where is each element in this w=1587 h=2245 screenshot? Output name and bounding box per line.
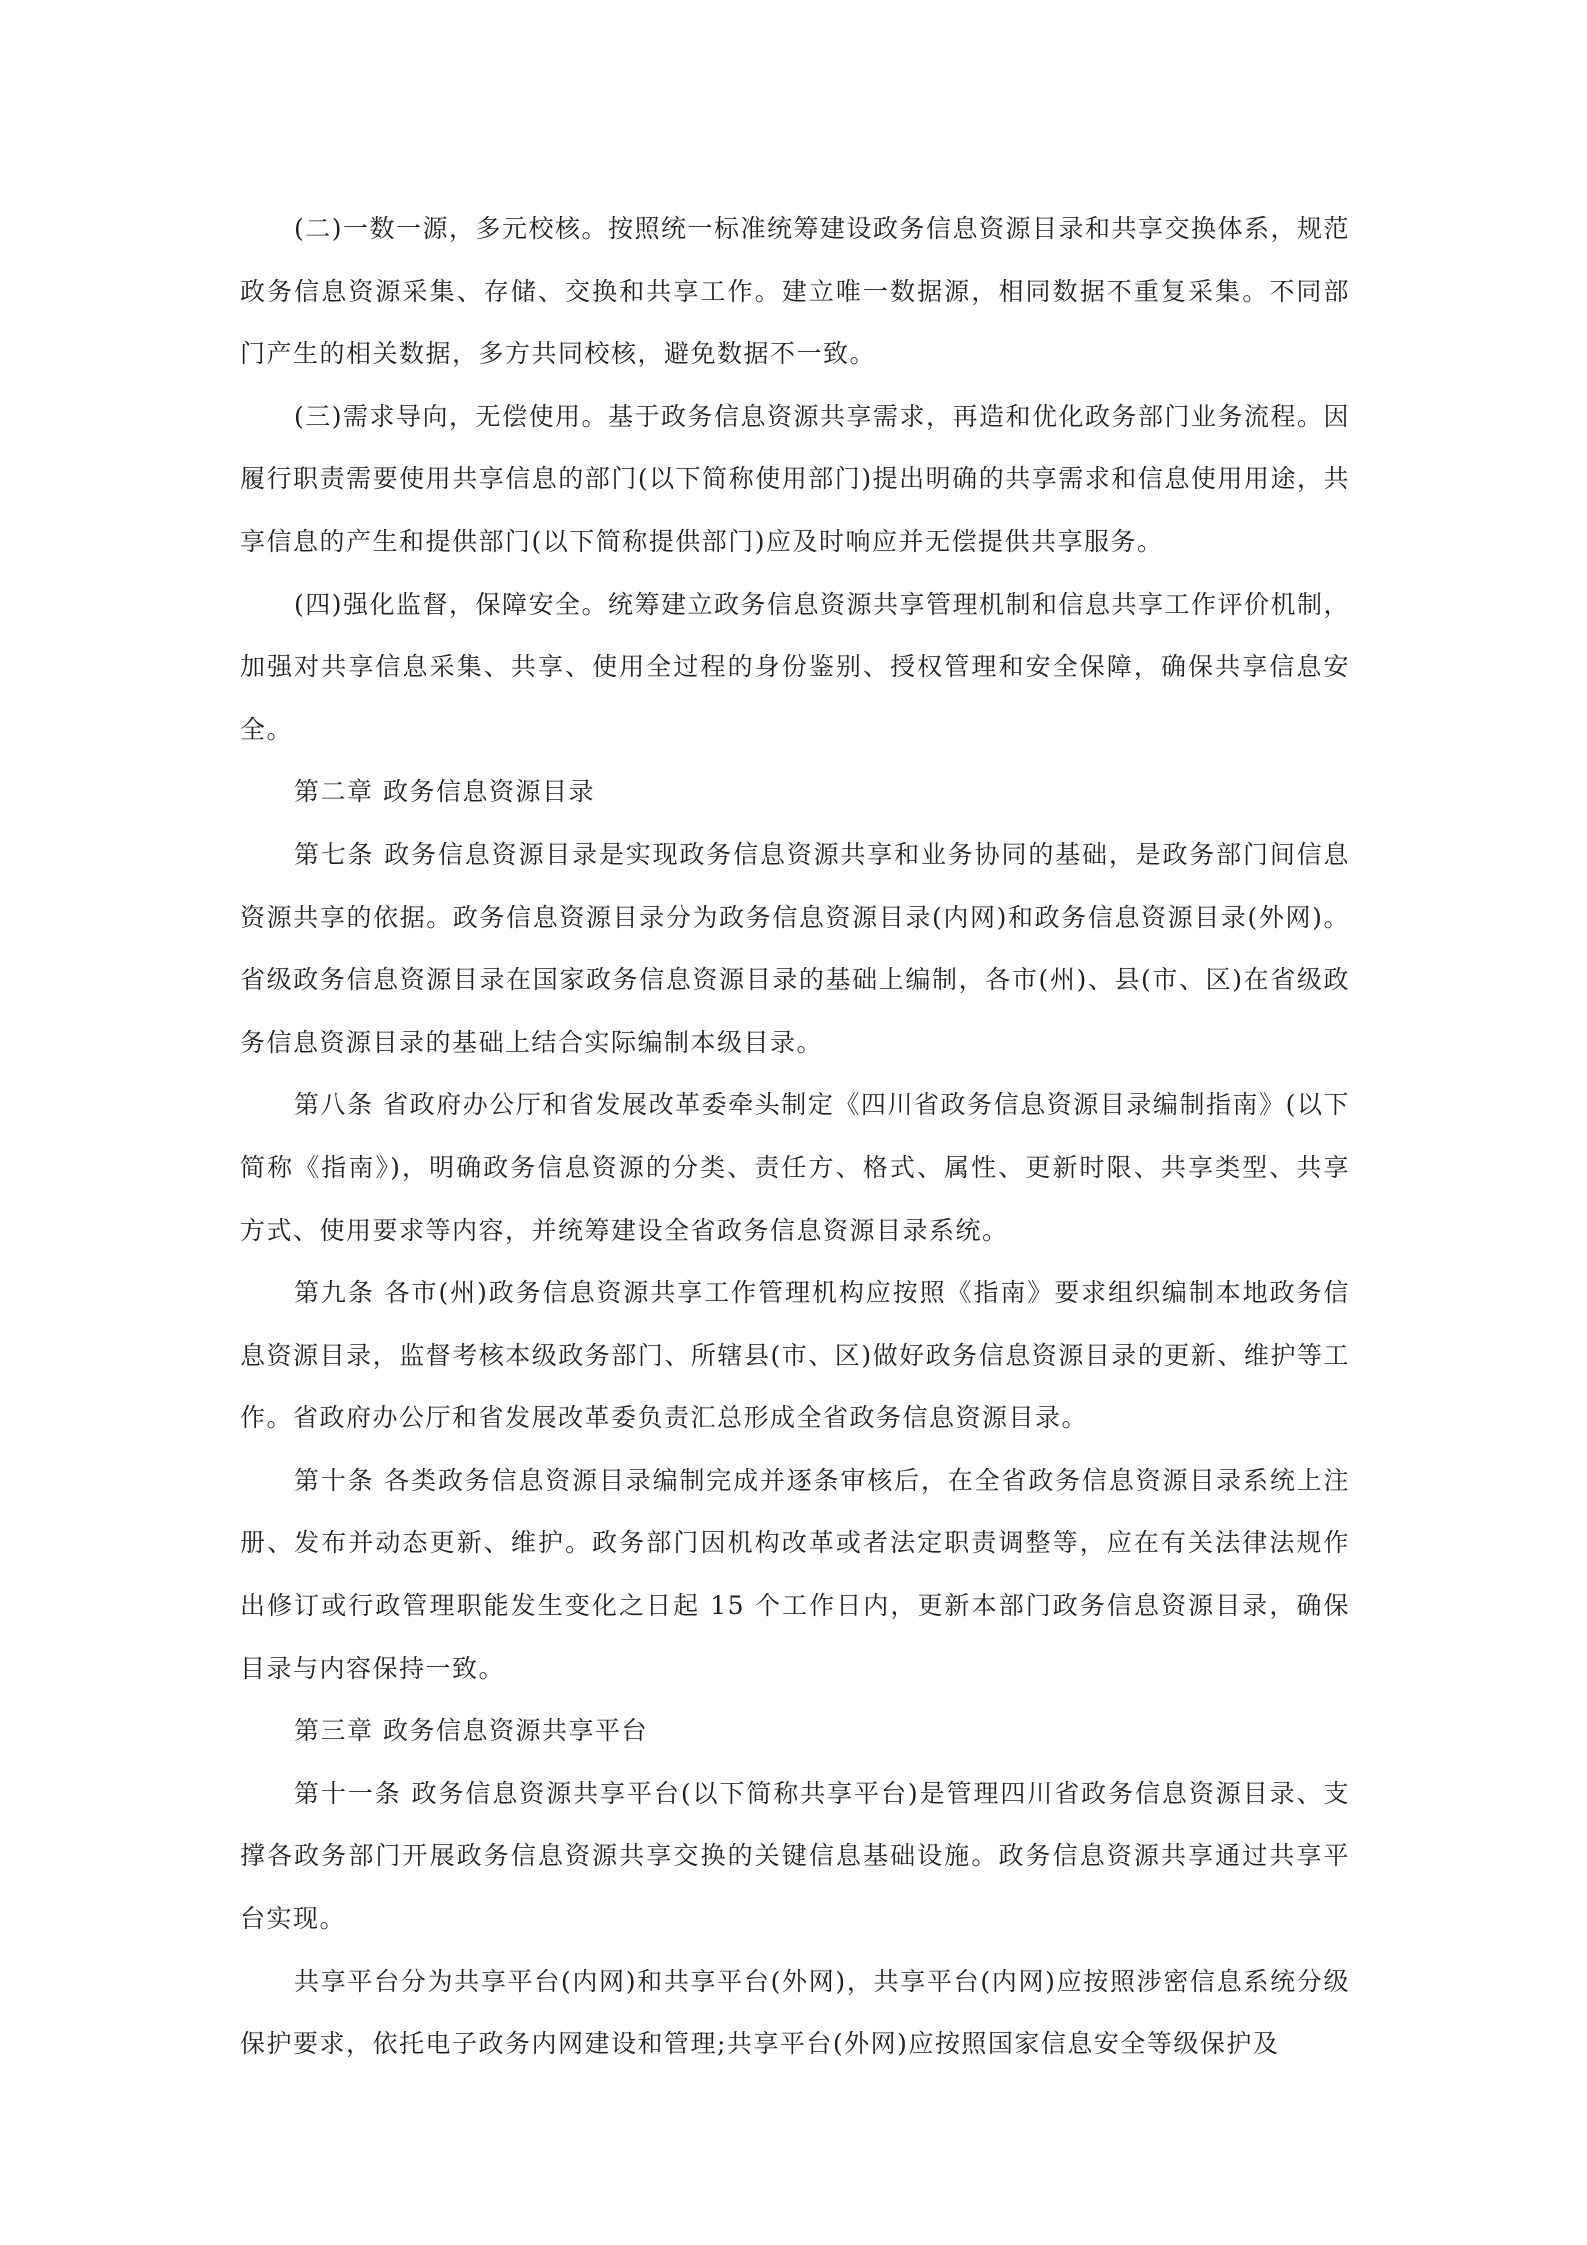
article-7: 第七条 政务信息资源目录是实现政务信息资源共享和业务协同的基础，是政务部门间信息资源共享的依据。政务信息资源目录分为政务信息资源目录(内网)和政务信息资源目录(外网)。省级政务信息资源目录在国家政务信息资源目录的基础上编制，各市(州)、县(市、区)在省级政务信息资源目录的基础上结合实际编制本级目录。 — [240, 839, 1350, 1057]
chapter-heading-2: 第二章 政务信息资源目录 — [294, 777, 595, 807]
chapter-heading-3: 第三章 政务信息资源共享平台 — [294, 1716, 648, 1746]
article-10: 第十条 各类政务信息资源目录编制完成并逐条审核后，在全省政务信息资源目录系统上注册、发布并动态更新、维护。政务部门因机构改革或者法定职责调整等，应在有关法律法规作出修订或行政管理职能发生变化之日起 15 个工作日内，更新本部门政务信息资源目录，确保目录与内容保持一致。 — [240, 1465, 1350, 1683]
document-body — [240, 198, 1350, 2076]
paragraph-principle-4: (四)强化监督，保障安全。统筹建立政务信息资源共享管理机制和信息共享工作评价机制，加强对共享信息采集、共享、使用全过程的身份鉴别、授权管理和安全保障，确保共享信息安全。 — [240, 589, 1351, 744]
paragraph-platform: 共享平台分为共享平台(内网)和共享平台(外网)，共享平台(内网)应按照涉密信息系统分级保护要求，依托电子政务内网建设和管理;共享平台(外网)应按照国家信息安全等级保护及 — [240, 1966, 1350, 2059]
article-11: 第十一条 政务信息资源共享平台(以下简称共享平台)是管理四川省政务信息资源目录、支撑各政务部门开展政务信息资源共享交换的关键信息基础设施。政务信息资源共享通过共享平台实现。 — [240, 1778, 1350, 1934]
paragraph-principle-3: (三)需求导向，无偿使用。基于政务信息资源共享需求，再造和优化政务部门业务流程。因履行职责需要使用共享信息的部门(以下简称使用部门)提出明确的共享需求和信息使用用途，共享信息的产生和提供部门(以下简称提供部门)应及时响应并无偿提供共享服务。 — [240, 401, 1351, 556]
article-9: 第九条 各市(州)政务信息资源共享工作管理机构应按照《指南》要求组织编制本地政务信息资源目录，监督考核本级政务部门、所辖县(市、区)做好政务信息资源目录的更新、维护等工作。省政府办公厅和省发展改革委负责汇总形成全省政务信息资源目录。 — [240, 1278, 1350, 1433]
article-8: 第八条 省政府办公厅和省发展改革委牵头制定《四川省政务信息资源目录编制指南》(以下简称《指南》)，明确政务信息资源的分类、责任方、格式、属性、更新时限、共享类型、共享方式、使用要求等内容，并统筹建设全省政务信息资源目录系统。 — [240, 1090, 1350, 1245]
paragraph-principle-2: (二)一数一源，多元校核。按照统一标准统筹建设政务信息资源目录和共享交换体系，规范政务信息资源采集、存储、交换和共享工作。建立唯一数据源，相同数据不重复采集。不同部门产生的相关数据，多方共同校核，避免数据不一致。 — [240, 214, 1351, 369]
